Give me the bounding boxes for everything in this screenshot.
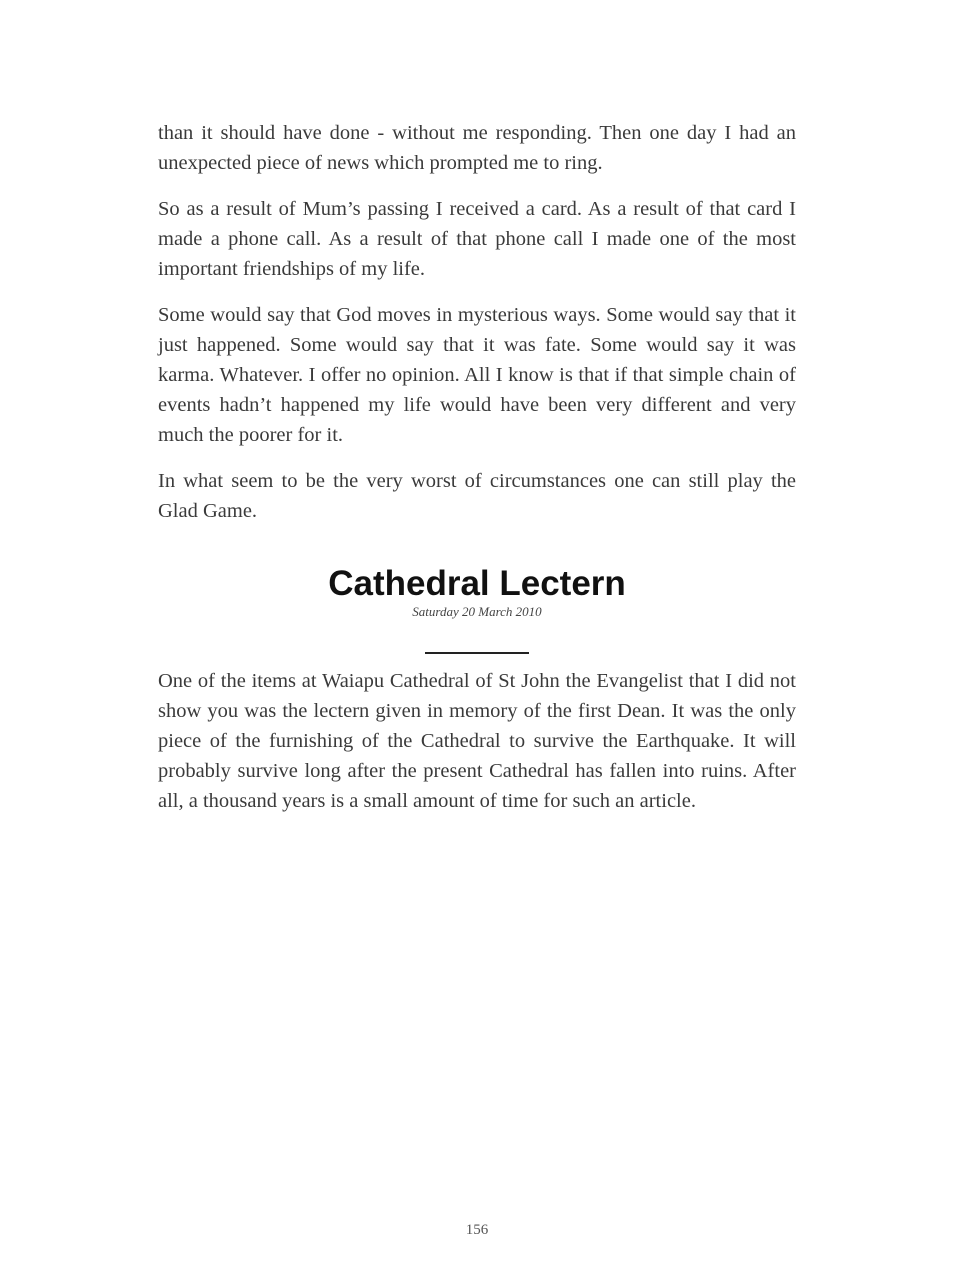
section-title: Cathedral Lectern [328,564,626,603]
paragraph-4: In what seem to be the very worst of circumstances one can still play the Glad Game. [158,470,796,522]
page-number: 156 [465,1222,489,1238]
paragraph-3: Some would say that God moves in mysterious ways. Some would say that it just happened. Some would say that it was fate. Some would say it was karma. Whatever. I offer no opinion. All I know is that if that simple chain of events hadn’t happened my life would have been very different and very much the poorer for it. [158,304,796,446]
section-heading [158,564,796,654]
section-date: Saturday 20 March 2010 [412,604,542,619]
paragraph-2: So as a result of Mum’s passing I received a card. As a result of that card I made a phone call. As a result of that phone call I made one of the most important friendships of my life. [158,198,796,280]
paragraph-1: than it should have done - without me responding. Then one day I had an unexpected piece of news which prompted me to ring. [158,122,796,174]
paragraph-5: One of the items at Waiapu Cathedral of St John the Evangelist that I did not show you was the lectern given in memory of the first Dean. It was the only piece of the furnishing of the Cathedral to survive the Earthquake. It will probably survive long after the present Cathedral has fallen into ruins. After all, a thousand years is a small amount of time for such an article. [158,670,796,812]
section-divider [425,652,529,654]
page-body [158,118,796,832]
